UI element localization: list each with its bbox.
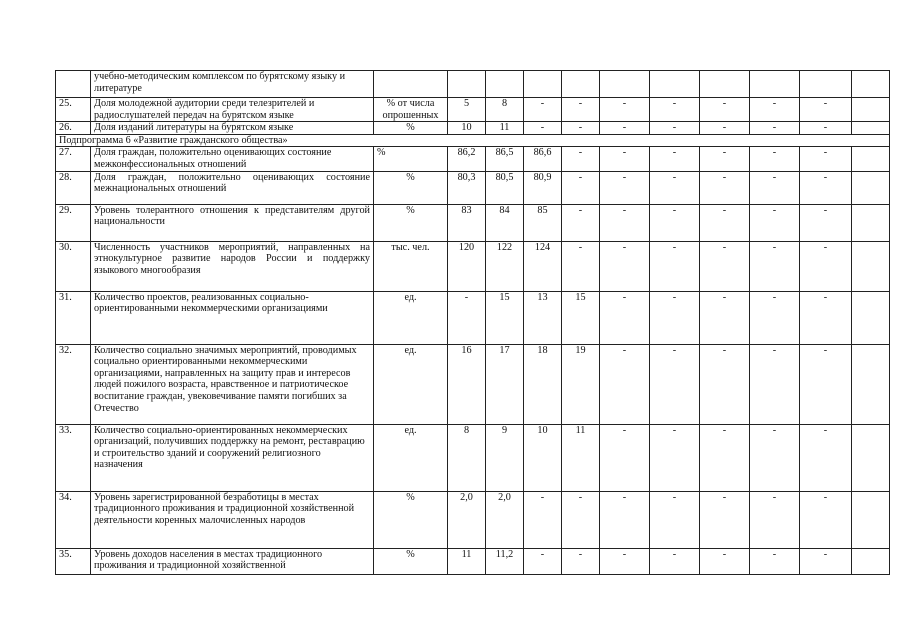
indicator-name: Уровень доходов населения в местах традиционного проживания и традиционной хозяйственной bbox=[91, 548, 374, 574]
indicator-name: Количество проектов, реализованных социально-ориентированными некоммерческими организациями bbox=[91, 291, 374, 344]
value-cell: - bbox=[750, 291, 800, 344]
value-cell: - bbox=[650, 291, 700, 344]
value-cell: - bbox=[700, 344, 750, 424]
value-cell bbox=[852, 424, 890, 491]
value-cell bbox=[600, 71, 650, 98]
value-cell: - bbox=[600, 548, 650, 574]
value-cell bbox=[852, 491, 890, 548]
value-cell: - bbox=[800, 241, 852, 291]
value-cell: - bbox=[650, 147, 700, 171]
row-number: 26. bbox=[56, 122, 91, 135]
row-number: 30. bbox=[56, 241, 91, 291]
value-cell: - bbox=[750, 548, 800, 574]
table-row bbox=[56, 147, 890, 171]
value-cell: - bbox=[600, 424, 650, 491]
row-number: 33. bbox=[56, 424, 91, 491]
value-cell: - bbox=[600, 241, 650, 291]
value-cell: 11 bbox=[562, 424, 600, 491]
value-cell: 17 bbox=[486, 344, 524, 424]
value-cell bbox=[700, 71, 750, 98]
indicator-name: Доля изданий литературы на бурятском языке bbox=[91, 122, 374, 135]
value-cell: 5 bbox=[448, 98, 486, 122]
table-row bbox=[56, 98, 890, 122]
value-cell bbox=[852, 71, 890, 98]
value-cell: 15 bbox=[562, 291, 600, 344]
value-cell: - bbox=[800, 491, 852, 548]
row-number: 31. bbox=[56, 291, 91, 344]
value-cell: - bbox=[750, 491, 800, 548]
value-cell: 80,3 bbox=[448, 171, 486, 204]
value-cell: 9 bbox=[486, 424, 524, 491]
value-cell bbox=[486, 71, 524, 98]
value-cell: 86,6 bbox=[524, 147, 562, 171]
table-row bbox=[56, 344, 890, 424]
value-cell: 80,9 bbox=[524, 171, 562, 204]
indicator-name: Количество социально-ориентированных некоммерческих организаций, получивших поддержку на ремонт, реставрацию и строительство зданий и сооружений религиозного назначения bbox=[91, 424, 374, 491]
value-cell bbox=[852, 204, 890, 241]
value-cell: 86,5 bbox=[486, 147, 524, 171]
row-number: 27. bbox=[56, 147, 91, 171]
value-cell: - bbox=[750, 122, 800, 135]
value-cell: - bbox=[524, 491, 562, 548]
value-cell: - bbox=[650, 548, 700, 574]
value-cell: - bbox=[700, 122, 750, 135]
value-cell: - bbox=[650, 122, 700, 135]
table-row bbox=[56, 122, 890, 135]
indicator-name: Уровень зарегистрированной безработицы в местах традиционного проживания и традиционной хозяйственной деятельности коренных малочисленных народов bbox=[91, 491, 374, 548]
value-cell: - bbox=[700, 204, 750, 241]
value-cell bbox=[852, 171, 890, 204]
value-cell: 11,2 bbox=[486, 548, 524, 574]
row-number bbox=[56, 71, 91, 98]
value-cell: 122 bbox=[486, 241, 524, 291]
row-number: 25. bbox=[56, 98, 91, 122]
value-cell: - bbox=[562, 548, 600, 574]
value-cell: - bbox=[650, 344, 700, 424]
value-cell: - bbox=[700, 424, 750, 491]
value-cell: - bbox=[700, 491, 750, 548]
value-cell bbox=[800, 71, 852, 98]
value-cell: - bbox=[750, 344, 800, 424]
value-cell: 11 bbox=[448, 548, 486, 574]
value-cell: - bbox=[800, 98, 852, 122]
value-cell: - bbox=[650, 98, 700, 122]
value-cell: - bbox=[650, 424, 700, 491]
unit-cell: % bbox=[374, 204, 448, 241]
value-cell: - bbox=[800, 171, 852, 204]
section-row bbox=[56, 134, 890, 147]
indicators-table bbox=[55, 70, 890, 575]
unit-cell: % от числа опрошенных bbox=[374, 98, 448, 122]
value-cell: - bbox=[562, 147, 600, 171]
value-cell: 18 bbox=[524, 344, 562, 424]
value-cell: - bbox=[700, 548, 750, 574]
unit-cell: ед. bbox=[374, 344, 448, 424]
unit-cell: ед. bbox=[374, 424, 448, 491]
table-row bbox=[56, 204, 890, 241]
value-cell: 83 bbox=[448, 204, 486, 241]
value-cell: - bbox=[700, 291, 750, 344]
value-cell: - bbox=[800, 291, 852, 344]
value-cell: - bbox=[700, 147, 750, 171]
value-cell: - bbox=[562, 241, 600, 291]
value-cell: - bbox=[562, 204, 600, 241]
value-cell: - bbox=[562, 171, 600, 204]
value-cell: - bbox=[750, 98, 800, 122]
value-cell bbox=[852, 122, 890, 135]
value-cell: - bbox=[600, 122, 650, 135]
section-title: Подпрограмма 6 «Развитие гражданского общества» bbox=[56, 134, 890, 147]
table-row bbox=[56, 291, 890, 344]
value-cell: - bbox=[800, 147, 852, 171]
value-cell: - bbox=[600, 147, 650, 171]
value-cell bbox=[562, 71, 600, 98]
value-cell: - bbox=[750, 424, 800, 491]
row-number: 28. bbox=[56, 171, 91, 204]
unit-cell: тыс. чел. bbox=[374, 241, 448, 291]
value-cell: - bbox=[600, 291, 650, 344]
indicator-name: Численность участников мероприятий, направленных на этнокультурное развитие народов России и поддержку языкового многообразия bbox=[91, 241, 374, 291]
value-cell: - bbox=[600, 491, 650, 548]
table-row bbox=[56, 241, 890, 291]
unit-cell: % bbox=[374, 171, 448, 204]
indicator-name: учебно-методическим комплексом по бурятскому языку и литературе bbox=[91, 71, 374, 98]
value-cell bbox=[650, 71, 700, 98]
value-cell: - bbox=[562, 122, 600, 135]
value-cell: - bbox=[600, 344, 650, 424]
value-cell: 2,0 bbox=[448, 491, 486, 548]
value-cell: - bbox=[562, 98, 600, 122]
row-number: 34. bbox=[56, 491, 91, 548]
value-cell: - bbox=[562, 491, 600, 548]
value-cell bbox=[852, 241, 890, 291]
value-cell: - bbox=[750, 241, 800, 291]
value-cell bbox=[448, 71, 486, 98]
value-cell bbox=[852, 291, 890, 344]
value-cell: 8 bbox=[486, 98, 524, 122]
value-cell: 11 bbox=[486, 122, 524, 135]
value-cell: 10 bbox=[448, 122, 486, 135]
value-cell: - bbox=[700, 171, 750, 204]
value-cell bbox=[852, 548, 890, 574]
unit-cell: % bbox=[374, 147, 448, 171]
value-cell: 16 bbox=[448, 344, 486, 424]
value-cell: - bbox=[524, 98, 562, 122]
value-cell: - bbox=[700, 241, 750, 291]
indicator-name: Доля граждан, положительно оценивающих состояние межнациональных отношений bbox=[91, 171, 374, 204]
value-cell: - bbox=[524, 548, 562, 574]
indicator-name: Количество социально значимых мероприятий, проводимых социально ориентированными некоммерческими организациями, направленных на защиту прав и интересов людей пожилого возраста, нравственное и патриотическое воспитание граждан, увековечивание памяти погибших за Отечество bbox=[91, 344, 374, 424]
table-row bbox=[56, 424, 890, 491]
value-cell: - bbox=[650, 204, 700, 241]
value-cell: - bbox=[800, 424, 852, 491]
unit-cell bbox=[374, 71, 448, 98]
value-cell: 15 bbox=[486, 291, 524, 344]
table-row bbox=[56, 548, 890, 574]
value-cell: - bbox=[750, 171, 800, 204]
value-cell: - bbox=[700, 98, 750, 122]
value-cell: - bbox=[600, 171, 650, 204]
value-cell: 124 bbox=[524, 241, 562, 291]
value-cell bbox=[524, 71, 562, 98]
row-number: 32. bbox=[56, 344, 91, 424]
value-cell: 19 bbox=[562, 344, 600, 424]
value-cell: 10 bbox=[524, 424, 562, 491]
value-cell: - bbox=[800, 548, 852, 574]
unit-cell: % bbox=[374, 548, 448, 574]
indicator-name: Доля граждан, положительно оценивающих состояние межконфессиональных отношений bbox=[91, 147, 374, 171]
value-cell: - bbox=[600, 98, 650, 122]
value-cell: - bbox=[650, 241, 700, 291]
table-body bbox=[56, 71, 890, 575]
indicator-name: Доля молодежной аудитории среди телезрителей и радиослушателей передач на бурятском языке bbox=[91, 98, 374, 122]
indicator-name: Уровень толерантного отношения к представителям другой национальности bbox=[91, 204, 374, 241]
value-cell: 2,0 bbox=[486, 491, 524, 548]
row-number: 29. bbox=[56, 204, 91, 241]
value-cell: - bbox=[750, 147, 800, 171]
value-cell bbox=[852, 98, 890, 122]
value-cell bbox=[852, 344, 890, 424]
value-cell bbox=[852, 147, 890, 171]
table-row bbox=[56, 71, 890, 98]
value-cell: 85 bbox=[524, 204, 562, 241]
row-number: 35. bbox=[56, 548, 91, 574]
value-cell: 13 bbox=[524, 291, 562, 344]
value-cell: 120 bbox=[448, 241, 486, 291]
value-cell: 84 bbox=[486, 204, 524, 241]
value-cell: - bbox=[650, 171, 700, 204]
unit-cell: % bbox=[374, 491, 448, 548]
table-row bbox=[56, 491, 890, 548]
value-cell: - bbox=[800, 204, 852, 241]
value-cell: 80,5 bbox=[486, 171, 524, 204]
value-cell: 86,2 bbox=[448, 147, 486, 171]
value-cell: 8 bbox=[448, 424, 486, 491]
value-cell: - bbox=[650, 491, 700, 548]
value-cell: - bbox=[800, 122, 852, 135]
unit-cell: % bbox=[374, 122, 448, 135]
value-cell: - bbox=[448, 291, 486, 344]
value-cell: - bbox=[800, 344, 852, 424]
value-cell: - bbox=[600, 204, 650, 241]
value-cell: - bbox=[750, 204, 800, 241]
value-cell bbox=[750, 71, 800, 98]
unit-cell: ед. bbox=[374, 291, 448, 344]
value-cell: - bbox=[524, 122, 562, 135]
table-row bbox=[56, 171, 890, 204]
